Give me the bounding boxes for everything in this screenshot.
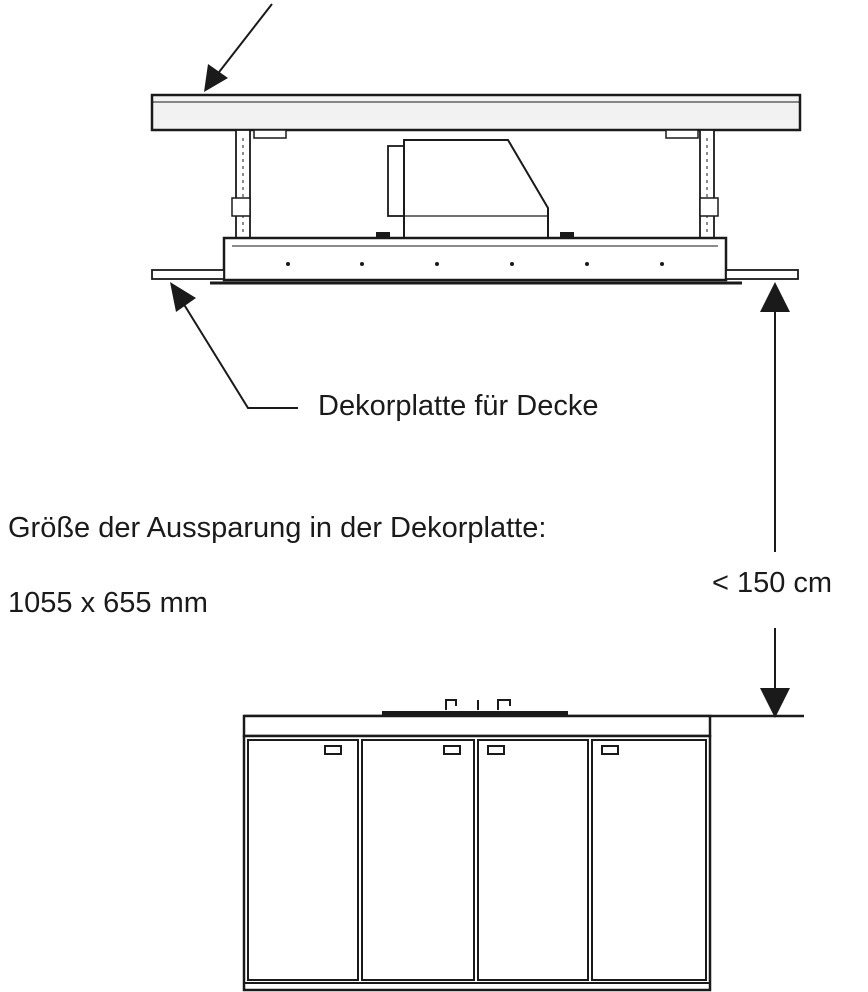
- height-dimension-label: < 150 cm: [712, 567, 833, 599]
- cooktop: [382, 700, 568, 717]
- motor-housing: [376, 140, 574, 238]
- cutout-size-label: 1055 x 655 mm: [8, 587, 208, 619]
- decor-panel-label: Dekorplatte für Decke: [318, 390, 599, 422]
- ceiling-slab: [152, 95, 800, 130]
- right-mounting-bracket: [666, 130, 718, 240]
- height-dimension: [760, 282, 790, 718]
- countertop: [244, 716, 804, 736]
- hood-body: [224, 238, 726, 280]
- ceiling-pointer-arrow: [204, 4, 272, 92]
- cutout-title-label: Größe der Aussparung in der Dekorplatte:: [8, 512, 547, 544]
- kitchen-cabinets: [244, 736, 710, 990]
- left-mounting-bracket: [232, 130, 286, 240]
- decor-panel-pointer-arrow: [170, 282, 298, 408]
